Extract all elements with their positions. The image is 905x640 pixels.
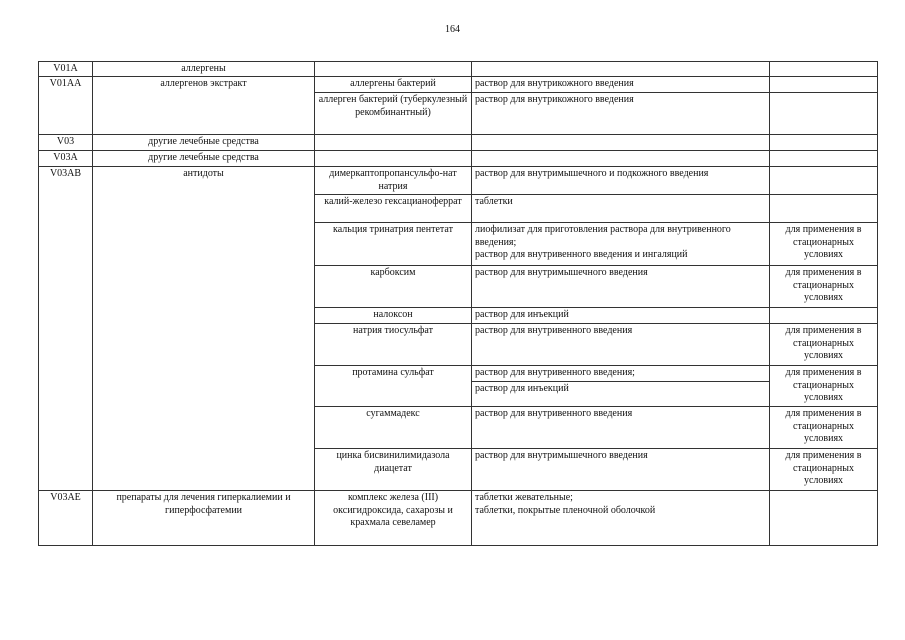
atc-code: V01A (39, 62, 93, 77)
dosage-form: раствор для внутримышечного и подкожного введения (472, 167, 770, 195)
drug-table (38, 61, 878, 546)
atc-name: препараты для лечения гиперкалиемии и гиперфосфатемии (93, 491, 315, 546)
dosage-form-line: таблетки, покрытые пленочной оболочкой (475, 504, 656, 516)
drug-name: аллергены бактерий (315, 77, 472, 93)
drug-name: протамина сульфат (315, 366, 472, 407)
atc-name: аллергенов экстракт (93, 77, 315, 135)
dosage-form (472, 62, 770, 77)
drug-name: налоксон (315, 308, 472, 324)
drug-name: натрия тиосульфат (315, 324, 472, 366)
drug-name (315, 151, 472, 167)
drug-name: димеркаптопропансульфо-нат натрия (315, 167, 472, 195)
note (770, 151, 878, 167)
dosage-form: раствор для внутримышечного введения (472, 266, 770, 308)
atc-name: другие лечебные средства (93, 135, 315, 151)
atc-code: V03A (39, 151, 93, 167)
dosage-form-line: раствор для внутривенного введения и ингаляций (475, 249, 688, 260)
dosage-form: раствор для инъекций (472, 308, 770, 324)
drug-name (315, 135, 472, 151)
note (770, 308, 878, 324)
dosage-form-line: раствор для внутривенного введения; (472, 366, 769, 382)
note: для применения в стационарных условиях (770, 324, 878, 366)
dosage-form-line: лиофилизат для приготовления раствора для внутривенного введения; (475, 224, 731, 248)
drug-name: карбоксим (315, 266, 472, 308)
atc-code: V03 (39, 135, 93, 151)
atc-name: аллергены (93, 62, 315, 77)
table-row (39, 151, 878, 167)
dosage-form (472, 366, 770, 407)
table-row (39, 167, 878, 195)
note (770, 135, 878, 151)
table-row (39, 62, 878, 77)
note: для применения в стационарных условиях (770, 223, 878, 266)
drug-name: кальция тринатрия пентетат (315, 223, 472, 266)
note: для применения в стационарных условиях (770, 366, 878, 407)
dosage-form-line: раствор для инъекций (475, 382, 569, 394)
note: для применения в стационарных условиях (770, 407, 878, 449)
atc-code: V03AE (39, 491, 93, 546)
drug-name: цинка бисвинилимидазола диацетат (315, 449, 472, 491)
table-row (39, 491, 878, 546)
note: для применения в стационарных условиях (770, 449, 878, 491)
drug-name: сугаммадекс (315, 407, 472, 449)
dosage-form (472, 491, 770, 546)
dosage-form-line: таблетки жевательные; (475, 492, 573, 503)
dosage-form: таблетки (472, 195, 770, 223)
drug-name: аллерген бактерий (туберкулезный рекомбинантный) (315, 93, 472, 135)
atc-name: другие лечебные средства (93, 151, 315, 167)
note: для применения в стационарных условиях (770, 266, 878, 308)
note (770, 93, 878, 135)
drug-name: калий-железо гексацианоферрат (315, 195, 472, 223)
atc-name: антидоты (93, 167, 315, 491)
drug-name: комплекс железа (III) оксигидроксида, сахарозы и крахмала севеламер (315, 491, 472, 546)
dosage-form: раствор для внутривенного введения (472, 324, 770, 366)
drug-name (315, 62, 472, 77)
note (770, 491, 878, 546)
note (770, 167, 878, 195)
note (770, 195, 878, 223)
dosage-form (472, 135, 770, 151)
atc-code: V03AB (39, 167, 93, 491)
dosage-form: раствор для внутрикожного введения (472, 93, 770, 135)
note (770, 62, 878, 77)
dosage-form (472, 151, 770, 167)
note (770, 77, 878, 93)
dosage-form: раствор для внутрикожного введения (472, 77, 770, 93)
atc-code: V01AA (39, 77, 93, 135)
table-row (39, 77, 878, 93)
dosage-form: раствор для внутримышечного введения (472, 449, 770, 491)
table-row (39, 135, 878, 151)
dosage-form: раствор для внутривенного введения (472, 407, 770, 449)
dosage-form (472, 223, 770, 266)
page-number: 164 (445, 24, 460, 35)
